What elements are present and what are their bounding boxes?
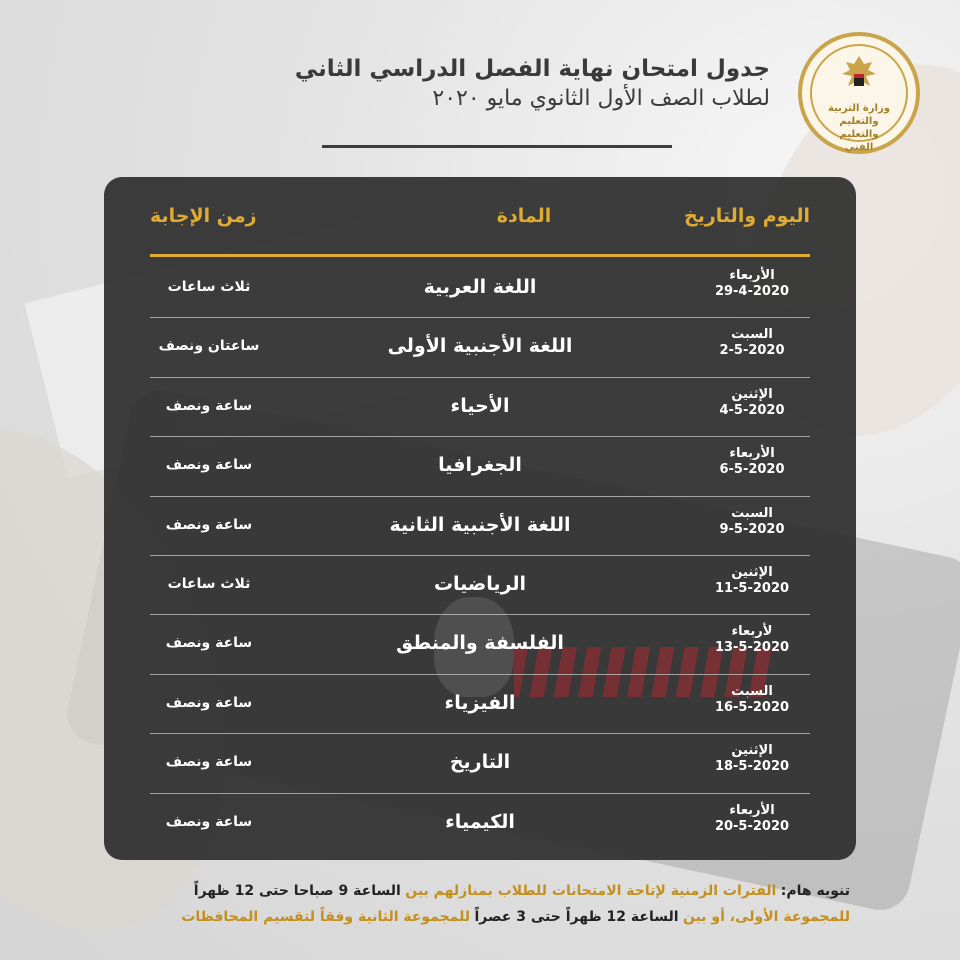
- row-date: 13-5-2020: [714, 640, 790, 656]
- row-duration: ساعتان ونصف: [158, 338, 260, 355]
- header-date: اليوم والتاريخ: [684, 205, 810, 227]
- note-part2: للمجموعة الأولى، أو بين: [682, 909, 850, 925]
- table-body: [104, 259, 856, 853]
- row-subject: اللغة الأجنبية الثانية: [389, 513, 571, 536]
- row-day: السبت: [731, 505, 773, 521]
- row-subject: الفلسفة والمنطق: [396, 632, 564, 655]
- row-day: الإثنين: [731, 386, 773, 402]
- note-part1: الفترات الزمنية لإتاحة الامتحانات للطلاب بمنازلهم بين: [405, 883, 777, 899]
- note-time2: الساعة 12 ظهراً حتى 3 عصراً: [474, 909, 679, 925]
- row-date-cell: [692, 743, 812, 775]
- table-row: [104, 437, 856, 496]
- note-label: تنويه هام:: [780, 883, 850, 899]
- title-line-1: جدول امتحان نهاية الفصل الدراسي الثاني: [294, 56, 770, 82]
- row-date-cell: [692, 446, 812, 478]
- header-duration: زمن الإجابة: [150, 205, 257, 227]
- row-duration: ساعة ونصف: [165, 635, 253, 652]
- table-row: [104, 378, 856, 437]
- table-row: [104, 556, 856, 615]
- ministry-logo: [798, 32, 920, 154]
- note-time1: الساعة 9 صباحا حتى 12 ظهراً: [193, 883, 401, 899]
- row-day: السبت: [731, 683, 773, 699]
- row-day: الإثنين: [731, 743, 773, 759]
- row-day: لأربعاء: [731, 624, 773, 640]
- table-row: [104, 259, 856, 318]
- row-date-cell: [692, 327, 812, 359]
- row-subject: اللغة الأجنبية الأولى: [387, 335, 573, 358]
- row-duration: ثلاث ساعات: [167, 575, 251, 592]
- table-row: [104, 318, 856, 377]
- row-day: الأربعاء: [729, 802, 775, 818]
- row-date: 29-4-2020: [714, 284, 790, 299]
- row-date-cell: [692, 387, 812, 419]
- row-date: 18-5-2020: [714, 759, 790, 775]
- table-header: [104, 197, 856, 237]
- row-duration: ساعة ونصف: [165, 397, 253, 414]
- note-part3: للمجموعة الثانية وفقاً لتقسيم المحافظات: [181, 909, 471, 925]
- row-date-cell: [692, 565, 812, 597]
- row-subject: الرياضيات: [433, 572, 527, 595]
- row-date-cell: [692, 803, 812, 835]
- row-date: 11-5-2020: [714, 580, 790, 596]
- row-day: الأربعاء: [729, 446, 775, 462]
- row-subject: الفيزياء: [444, 691, 516, 714]
- row-duration: ساعة ونصف: [165, 754, 253, 771]
- title-divider: [322, 145, 672, 148]
- row-date: 20-5-2020: [714, 818, 790, 834]
- row-subject: التاريخ: [449, 751, 511, 774]
- logo-arabic-text: [826, 102, 892, 154]
- logo-arabic-line1: وزارة التربية والتعليم: [828, 103, 890, 127]
- schedule-table: [104, 177, 856, 860]
- row-duration: ثلاث ساعات: [167, 279, 251, 295]
- table-row: [104, 497, 856, 556]
- table-row: [104, 675, 856, 734]
- row-date-cell: [692, 684, 812, 716]
- important-note: [90, 878, 850, 930]
- row-subject: الكيمياء: [445, 810, 515, 833]
- row-day: الإثنين: [731, 564, 773, 580]
- row-subject: الجغرافيا: [438, 454, 522, 477]
- row-duration: ساعة ونصف: [165, 516, 253, 533]
- row-date: 9-5-2020: [719, 521, 785, 537]
- page-title: [210, 54, 770, 114]
- row-date: 16-5-2020: [714, 699, 790, 715]
- row-date: 4-5-2020: [719, 402, 785, 418]
- row-day: الأربعاء: [729, 268, 775, 283]
- header-subject: المادة: [496, 205, 552, 227]
- row-date-cell: [692, 506, 812, 538]
- table-row: [104, 615, 856, 674]
- table-row: [104, 734, 856, 793]
- row-subject: الأحياء: [450, 394, 510, 417]
- row-date: 2-5-2020: [719, 343, 785, 359]
- logo-arabic-line2: والتعليم الفني: [839, 129, 879, 153]
- header-underline: [150, 254, 810, 257]
- row-subject: اللغة العربية: [423, 276, 537, 298]
- table-row: [104, 794, 856, 853]
- row-day: السبت: [731, 327, 773, 343]
- row-duration: ساعة ونصف: [165, 813, 253, 830]
- row-date-cell: [692, 624, 812, 656]
- title-line-2: لطلاب الصف الأول الثانوي مايو ٢٠٢٠: [432, 86, 770, 111]
- row-duration: ساعة ونصف: [165, 694, 253, 711]
- row-date-cell: [692, 268, 812, 300]
- row-duration: ساعة ونصف: [165, 457, 253, 474]
- row-date: 6-5-2020: [719, 462, 785, 478]
